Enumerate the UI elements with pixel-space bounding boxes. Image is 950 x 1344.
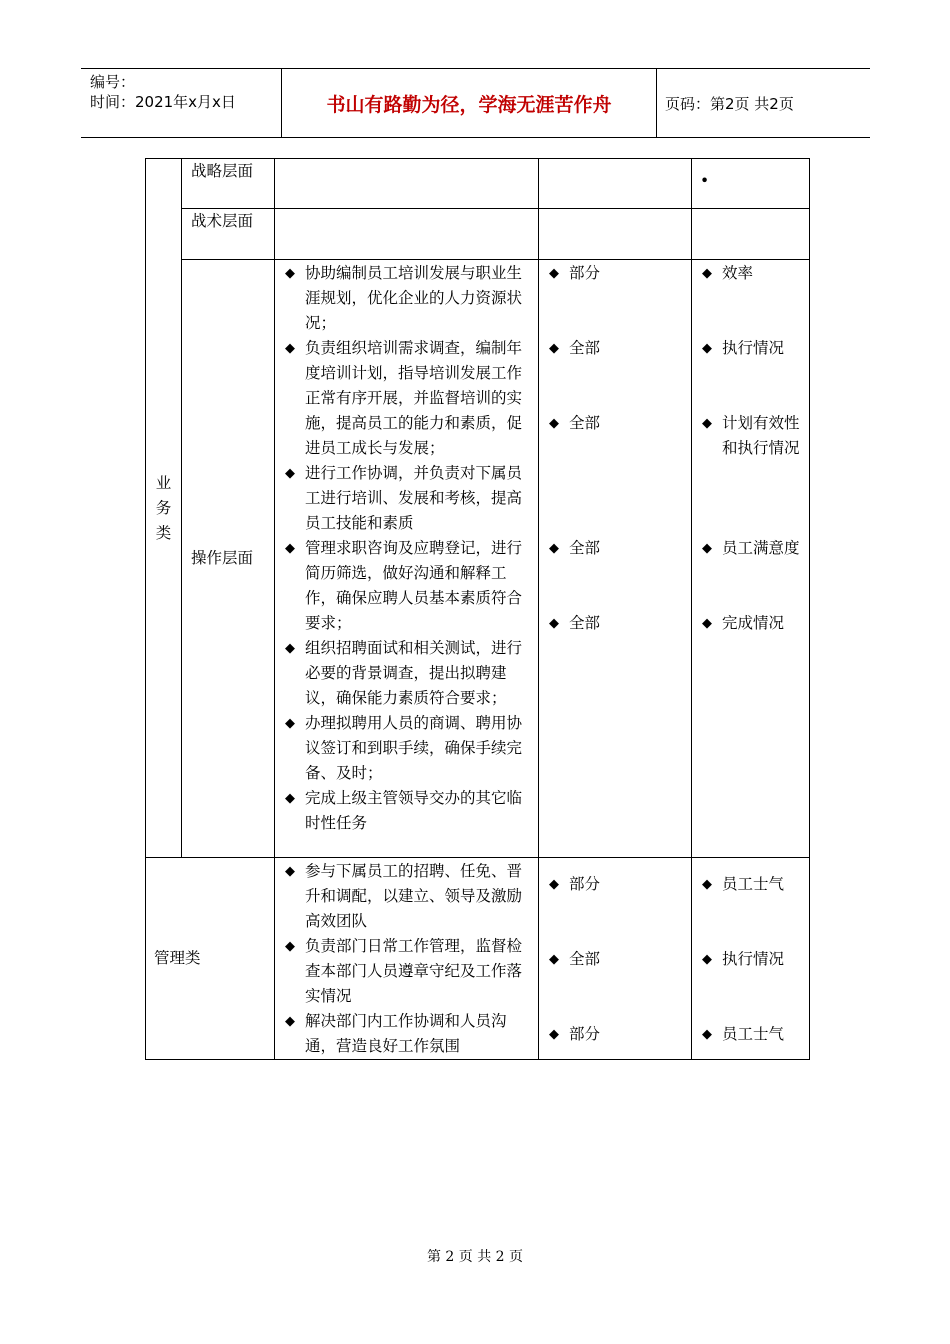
management-duties <box>275 858 539 1060</box>
header-page-label: 页码：第2页 共2页 <box>665 94 794 113</box>
date-label: 时间：2021年x月x日 <box>90 93 236 111</box>
page-footer: 第 2 页 共 2 页 <box>426 1249 524 1265</box>
duty-item-text: 负责组织培训需求调查，编制年度培训计划，指导培训发展工作正常有序开展，并监督培训的实施，提高员工的能力和素质，促进员工成长与发展； <box>305 339 523 457</box>
management-scopes <box>539 858 692 1060</box>
diamond-icon: ◆ <box>702 541 712 556</box>
duty-item <box>275 1009 538 1059</box>
category-management: 管理类 <box>146 858 275 1060</box>
diamond-icon: ◆ <box>702 952 712 967</box>
tactical-scope <box>539 209 692 260</box>
duty-item <box>275 536 538 636</box>
number-label: 编号： <box>90 73 136 91</box>
scope-item-text: 全部 <box>569 614 601 632</box>
strategic-scope <box>539 159 692 209</box>
scope-item <box>539 611 691 636</box>
diamond-icon: ◆ <box>702 416 712 431</box>
duty-table <box>145 158 810 1060</box>
measure-item <box>692 411 809 461</box>
diamond-icon: ◆ <box>549 877 559 892</box>
scope-item-text: 全部 <box>569 950 601 968</box>
diamond-icon: ◆ <box>702 616 712 631</box>
duty-item-text: 参与下属员工的招聘、任免、晋升和调配，以建立、领导及激励高效团队 <box>305 862 523 930</box>
scope-item <box>539 1022 691 1047</box>
diamond-icon: ◆ <box>285 466 295 481</box>
header-meta <box>81 69 281 137</box>
duty-item <box>275 461 538 536</box>
diamond-icon: ◆ <box>702 1027 712 1042</box>
header-motto: 书山有路勤为径，学海无涯苦作舟 <box>281 69 657 137</box>
measure-item <box>692 261 809 286</box>
scope-item-text: 部分 <box>569 264 601 282</box>
diamond-icon: ◆ <box>285 266 295 281</box>
duty-item-text: 解决部门内工作协调和人员沟通，营造良好工作氛围 <box>305 1012 507 1055</box>
scope-item <box>539 261 691 286</box>
duty-item-text: 管理求职咨询及应聘登记，进行简历筛选，做好沟通和解释工作，确保应聘人员基本素质符合要求； <box>305 539 523 632</box>
measure-item-text: 员工满意度 <box>722 539 800 557</box>
measure-item-text: 执行情况 <box>722 339 785 357</box>
category-business <box>146 159 182 858</box>
scope-item <box>539 872 691 897</box>
operational-scopes <box>539 260 692 858</box>
scope-item <box>539 336 691 361</box>
scope-item-text: 全部 <box>569 414 601 432</box>
duty-item-text: 组织招聘面试和相关测试，进行必要的背景调查，提出拟聘建议，确保能力素质符合要求； <box>305 639 523 707</box>
diamond-icon: ◆ <box>549 416 559 431</box>
strategic-duties <box>275 159 539 209</box>
duty-item <box>275 636 538 711</box>
diamond-icon: ◆ <box>285 541 295 556</box>
duty-item <box>275 859 538 934</box>
tactical-measure <box>692 209 810 260</box>
scope-item <box>539 411 691 436</box>
category-business-label: 业务类 <box>155 473 172 542</box>
management-measures <box>692 858 810 1060</box>
diamond-icon: ◆ <box>285 939 295 954</box>
measure-item <box>692 872 809 897</box>
scope-item <box>539 536 691 561</box>
duty-item <box>275 934 538 1009</box>
measure-item <box>692 336 809 361</box>
level-operational: 操作层面 <box>182 260 275 858</box>
measure-item <box>692 536 809 561</box>
duty-item <box>275 786 538 836</box>
diamond-icon: ◆ <box>549 616 559 631</box>
operational-duties <box>275 260 539 858</box>
diamond-icon: ◆ <box>285 1014 295 1029</box>
duty-item <box>275 336 538 461</box>
strategic-dot: • <box>700 172 710 190</box>
diamond-icon: ◆ <box>549 1027 559 1042</box>
scope-item-text: 全部 <box>569 339 601 357</box>
scope-item-text: 全部 <box>569 539 601 557</box>
diamond-icon: ◆ <box>285 864 295 879</box>
diamond-icon: ◆ <box>549 341 559 356</box>
measure-item <box>692 947 809 972</box>
measure-item-text: 员工士气 <box>722 1025 785 1043</box>
operational-measures <box>692 260 810 858</box>
diamond-icon: ◆ <box>549 952 559 967</box>
duty-item <box>275 261 538 336</box>
tactical-duties <box>275 209 539 260</box>
measure-item <box>692 611 809 636</box>
measure-item-text: 完成情况 <box>722 614 785 632</box>
level-strategic: 战略层面 <box>182 159 275 209</box>
diamond-icon: ◆ <box>285 641 295 656</box>
diamond-icon: ◆ <box>702 266 712 281</box>
duty-item <box>275 711 538 786</box>
duty-item-text: 完成上级主管领导交办的其它临时性任务 <box>305 789 523 832</box>
duty-item-text: 负责部门日常工作管理，监督检查本部门人员遵章守纪及工作落实情况 <box>305 937 523 1005</box>
scope-item-text: 部分 <box>569 1025 601 1043</box>
measure-item-text: 执行情况 <box>722 950 785 968</box>
duty-item-text: 进行工作协调，并负责对下属员工进行培训、发展和考核，提高员工技能和素质 <box>305 464 523 532</box>
diamond-icon: ◆ <box>285 341 295 356</box>
diamond-icon: ◆ <box>702 341 712 356</box>
duty-item-text: 办理拟聘用人员的商调、聘用协议签订和到职手续，确保手续完备、及时； <box>305 714 523 782</box>
diamond-icon: ◆ <box>549 266 559 281</box>
scope-item <box>539 947 691 972</box>
diamond-icon: ◆ <box>285 716 295 731</box>
level-tactical: 战术层面 <box>182 209 275 260</box>
diamond-icon: ◆ <box>702 877 712 892</box>
duty-item-text: 协助编制员工培训发展与职业生涯规划，优化企业的人力资源状况； <box>305 264 523 332</box>
scope-item-text: 部分 <box>569 875 601 893</box>
strategic-measure <box>692 159 810 209</box>
measure-item <box>692 1022 809 1047</box>
diamond-icon: ◆ <box>285 791 295 806</box>
measure-item-text: 员工士气 <box>722 875 785 893</box>
diamond-icon: ◆ <box>549 541 559 556</box>
measure-item-text: 计划有效性和执行情况 <box>722 414 800 457</box>
measure-item-text: 效率 <box>722 264 754 282</box>
page-header <box>81 68 870 138</box>
